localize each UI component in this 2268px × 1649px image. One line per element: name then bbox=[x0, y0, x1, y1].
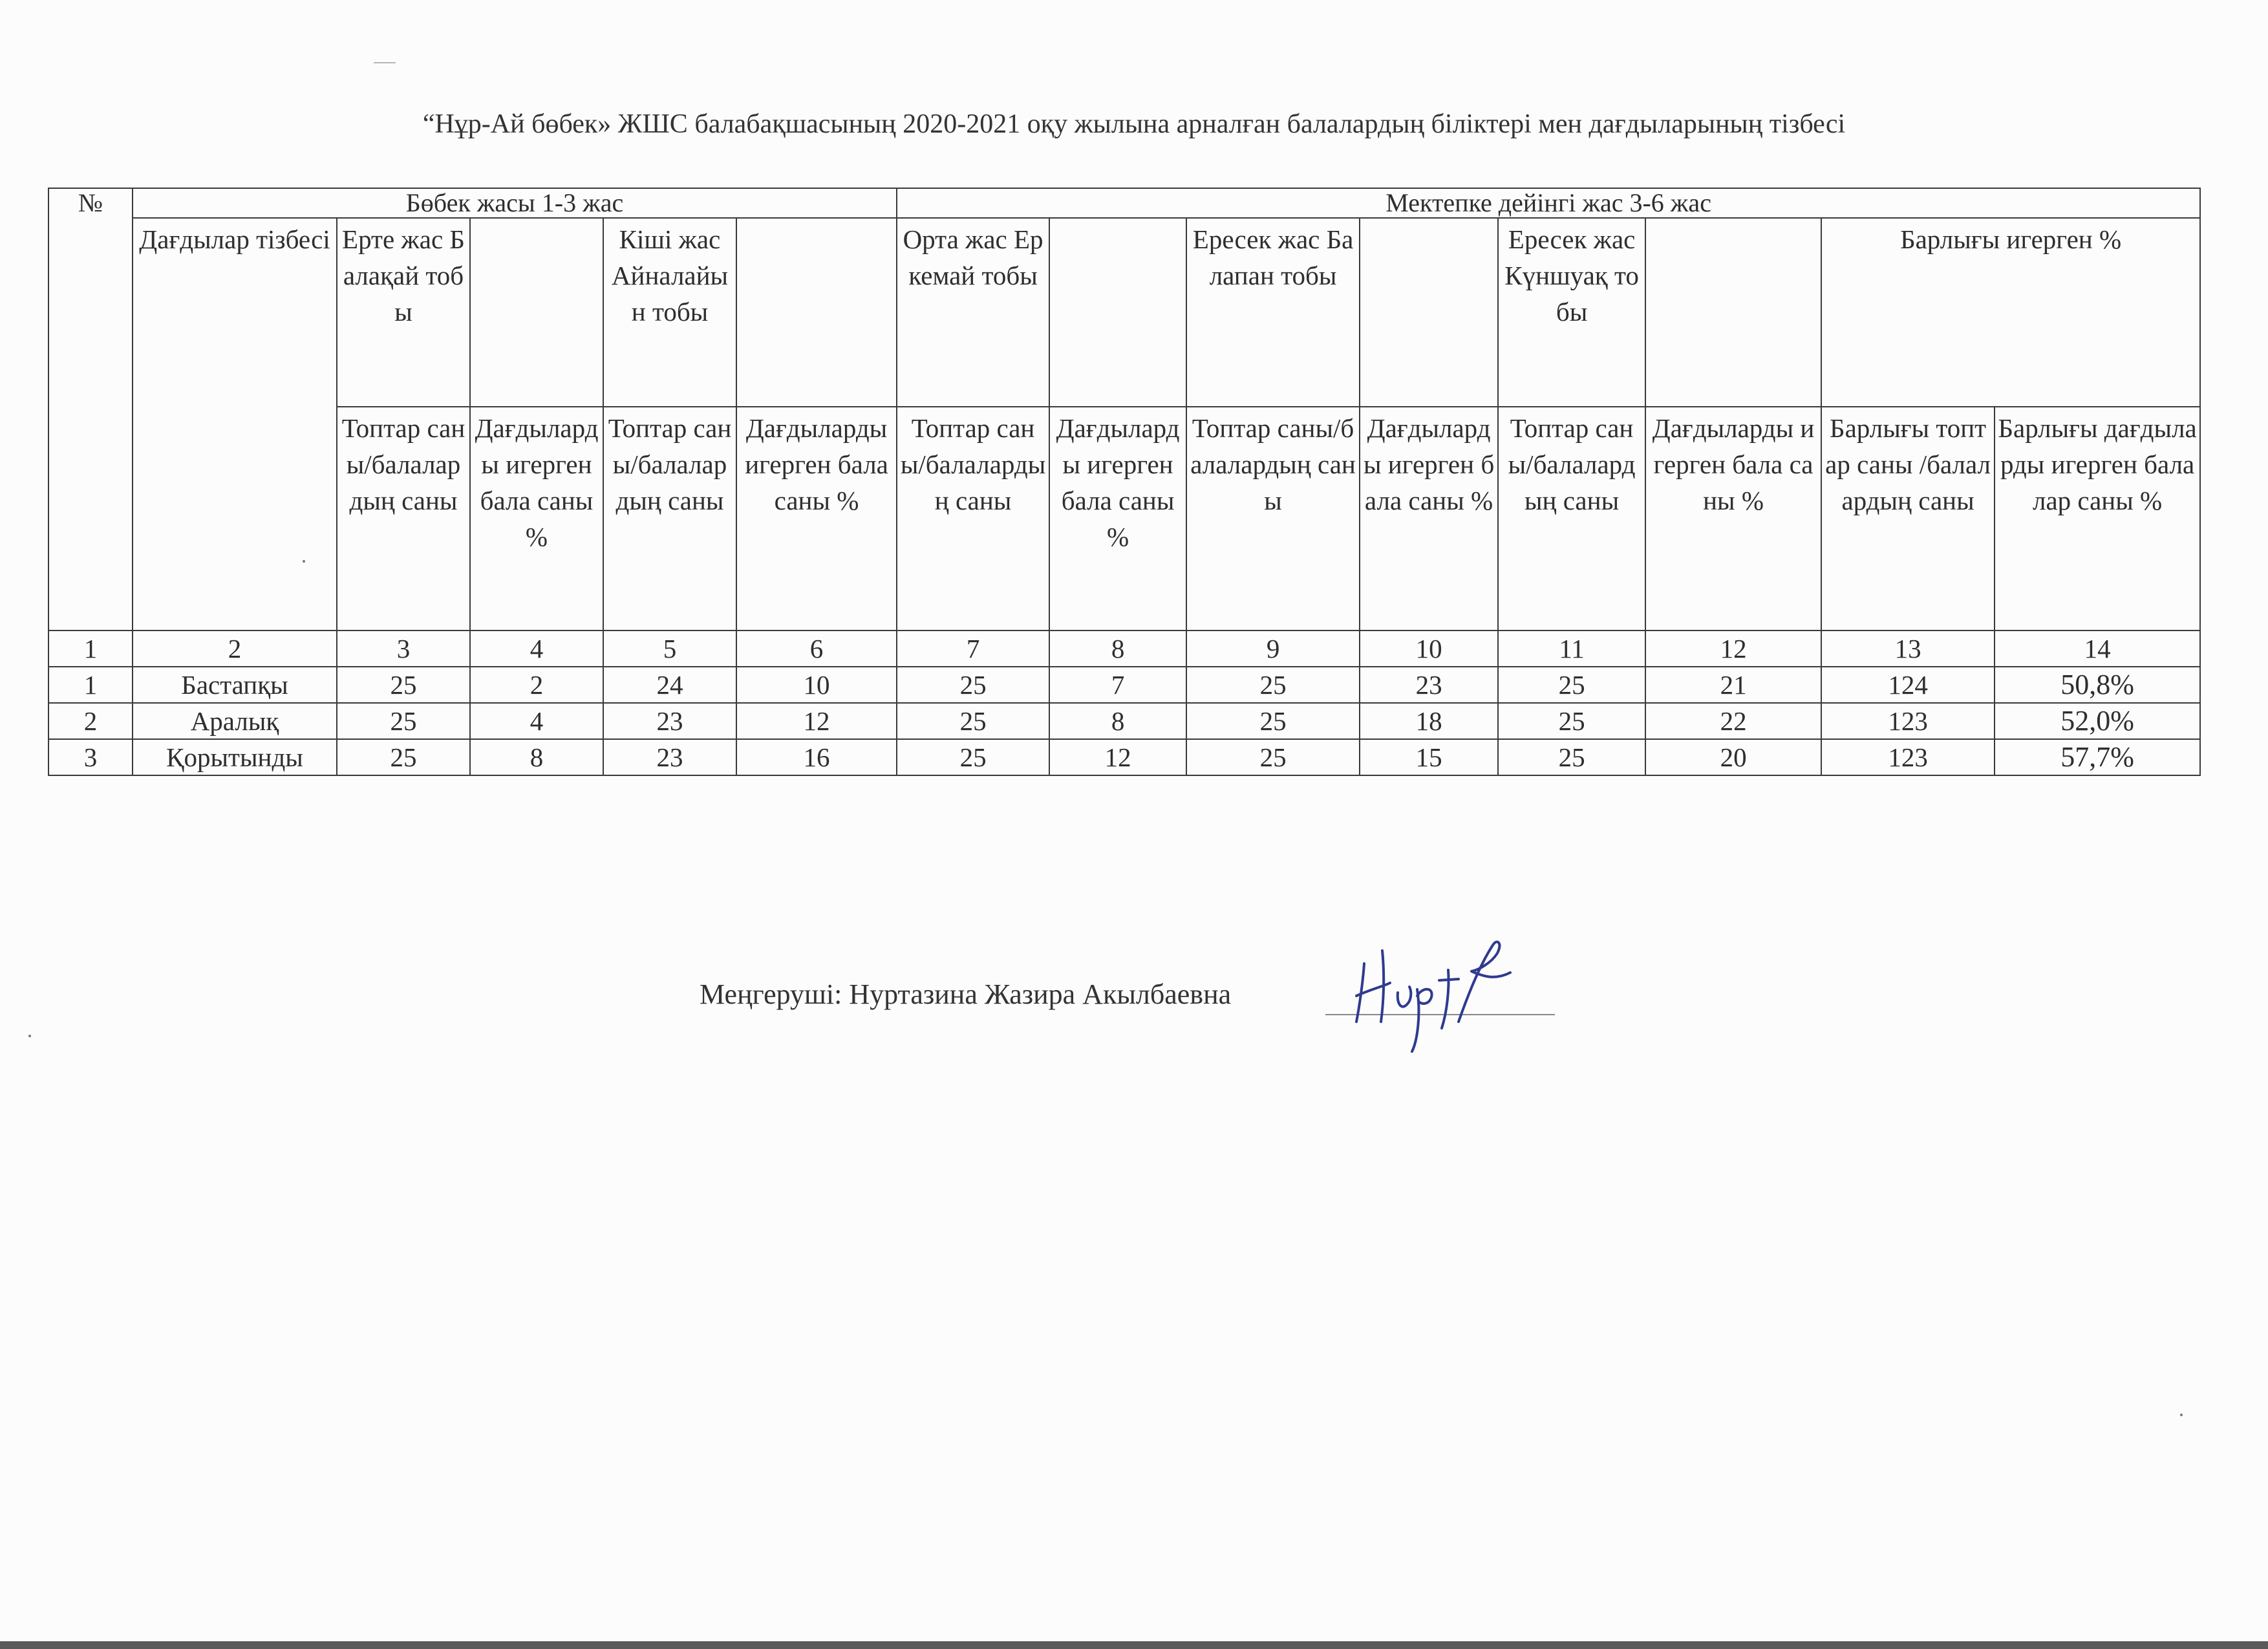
table-cell: 22 bbox=[1645, 703, 1821, 739]
table-cell: 4 bbox=[470, 703, 603, 739]
table-cell: Бастапқы bbox=[133, 667, 337, 703]
empty-header-cell bbox=[470, 218, 603, 407]
empty-header-cell bbox=[736, 218, 897, 407]
document-title: “Нұр-Ай бөбек» ЖШС балабақшасының 2020-2021 оқу жылына арналған балалардың біліктері мен дағдыларының тізбесі bbox=[422, 109, 1846, 139]
table-cell: 12 bbox=[736, 703, 897, 739]
table-cell: 7 bbox=[1049, 667, 1186, 703]
early-group-header: Ерте жас Балақай тобы bbox=[337, 218, 470, 407]
table-cell: 2 bbox=[48, 703, 133, 739]
column-number: 14 bbox=[1995, 630, 2200, 667]
table-cell: 25 bbox=[337, 739, 470, 775]
col-header-7: Топтар саны/балалардың саны bbox=[897, 407, 1049, 630]
preschool-age-group-header: Мектепке дейінгі жас 3-6 жас bbox=[897, 188, 2200, 218]
table-cell: 23 bbox=[603, 703, 736, 739]
table-cell: 8 bbox=[470, 739, 603, 775]
total-mastered-header: Барлығы игерген % bbox=[1821, 218, 2200, 407]
table-cell: 25 bbox=[337, 667, 470, 703]
table-row bbox=[48, 703, 2200, 739]
table-cell: 25 bbox=[337, 703, 470, 739]
table-row bbox=[48, 739, 2200, 775]
empty-header-cell bbox=[1360, 218, 1498, 407]
table-cell: 25 bbox=[1186, 739, 1360, 775]
col-header-14: Барлығы дағдыларды игерген балалар саны % bbox=[1995, 407, 2200, 630]
table-cell: Аралық bbox=[133, 703, 337, 739]
table-cell: 52,0% bbox=[1995, 703, 2200, 739]
col-header-10: Дағдыларды игерген бала саны % bbox=[1360, 407, 1498, 630]
table-cell: 25 bbox=[897, 739, 1049, 775]
column-number: 10 bbox=[1360, 630, 1498, 667]
table-cell: 2 bbox=[470, 667, 603, 703]
col-header-13: Барлығы топтар саны /балалардың саны bbox=[1821, 407, 1995, 630]
column-number: 5 bbox=[603, 630, 736, 667]
number-header: № bbox=[48, 188, 133, 630]
table-cell: 15 bbox=[1360, 739, 1498, 775]
col-header-3: Топтар саны/балалардың саны bbox=[337, 407, 470, 630]
senior-group-header: Ересек жас Балапан тобы bbox=[1186, 218, 1360, 407]
table-cell: 25 bbox=[1498, 739, 1645, 775]
speck bbox=[2180, 1414, 2183, 1416]
col-header-11: Топтар саны/балалардың саны bbox=[1498, 407, 1645, 630]
table-cell: 50,8% bbox=[1995, 667, 2200, 703]
column-number: 11 bbox=[1498, 630, 1645, 667]
table-cell: Қорытынды bbox=[133, 739, 337, 775]
stray-mark bbox=[374, 62, 396, 63]
table-cell: 23 bbox=[1360, 667, 1498, 703]
group-header-row bbox=[48, 188, 2200, 218]
table-cell: 25 bbox=[1498, 703, 1645, 739]
table-cell: 24 bbox=[603, 667, 736, 703]
column-number: 4 bbox=[470, 630, 603, 667]
table-cell: 25 bbox=[1186, 703, 1360, 739]
table-cell: 3 bbox=[48, 739, 133, 775]
column-number: 9 bbox=[1186, 630, 1360, 667]
handwritten-signature bbox=[1345, 925, 1526, 1054]
table-cell: 124 bbox=[1821, 667, 1995, 703]
column-number: 2 bbox=[133, 630, 337, 667]
table-cell: 123 bbox=[1821, 703, 1995, 739]
col-header-5: Топтар саны/балалардың саны bbox=[603, 407, 736, 630]
table-cell: 25 bbox=[897, 667, 1049, 703]
col-header-12: Дағдыларды игерген бала саны % bbox=[1645, 407, 1821, 630]
column-number-row bbox=[48, 630, 2200, 667]
skills-table bbox=[48, 188, 2201, 776]
table-cell: 25 bbox=[1498, 667, 1645, 703]
middle-group-header: Орта жас Еркемай тобы bbox=[897, 218, 1049, 407]
column-number: 1 bbox=[48, 630, 133, 667]
column-number: 12 bbox=[1645, 630, 1821, 667]
table-cell: 57,7% bbox=[1995, 739, 2200, 775]
infant-age-group-header: Бөбек жасы 1-3 жас bbox=[133, 188, 897, 218]
speck bbox=[28, 1035, 31, 1037]
table-row bbox=[48, 667, 2200, 703]
column-number: 8 bbox=[1049, 630, 1186, 667]
head-signature-label: Меңгеруші: Нуртазина Жазира Акылбаевна bbox=[700, 978, 1232, 1010]
junior-group-header: Кіші жас Айналайын тобы bbox=[603, 218, 736, 407]
group-name-row bbox=[48, 218, 2200, 407]
sub-header-row bbox=[48, 407, 2200, 630]
scan-bottom-edge bbox=[0, 1641, 2268, 1649]
column-number: 7 bbox=[897, 630, 1049, 667]
table-cell: 18 bbox=[1360, 703, 1498, 739]
table-cell: 21 bbox=[1645, 667, 1821, 703]
column-number: 13 bbox=[1821, 630, 1995, 667]
empty-header-cell bbox=[1049, 218, 1186, 407]
senior2-group-header: Ересек жас Күншуақ тобы bbox=[1498, 218, 1645, 407]
col-header-4: Дағдыларды игерген бала саны % bbox=[470, 407, 603, 630]
table-cell: 10 bbox=[736, 667, 897, 703]
empty-header-cell bbox=[1645, 218, 1821, 407]
col-header-8: Дағдыларды игерген бала саны % bbox=[1049, 407, 1186, 630]
table-cell: 23 bbox=[603, 739, 736, 775]
col-header-6: Дағдыларды игерген бала саны % bbox=[736, 407, 897, 630]
table-cell: 25 bbox=[1186, 667, 1360, 703]
skills-list-header: Дағдылар тізбесі bbox=[133, 218, 337, 630]
col-header-9: Топтар саны/балалардың саны bbox=[1186, 407, 1360, 630]
column-number: 3 bbox=[337, 630, 470, 667]
table-cell: 16 bbox=[736, 739, 897, 775]
table-cell: 123 bbox=[1821, 739, 1995, 775]
table-cell: 8 bbox=[1049, 703, 1186, 739]
column-number: 6 bbox=[736, 630, 897, 667]
table-cell: 1 bbox=[48, 667, 133, 703]
table-cell: 12 bbox=[1049, 739, 1186, 775]
table-cell: 20 bbox=[1645, 739, 1821, 775]
table-cell: 25 bbox=[897, 703, 1049, 739]
